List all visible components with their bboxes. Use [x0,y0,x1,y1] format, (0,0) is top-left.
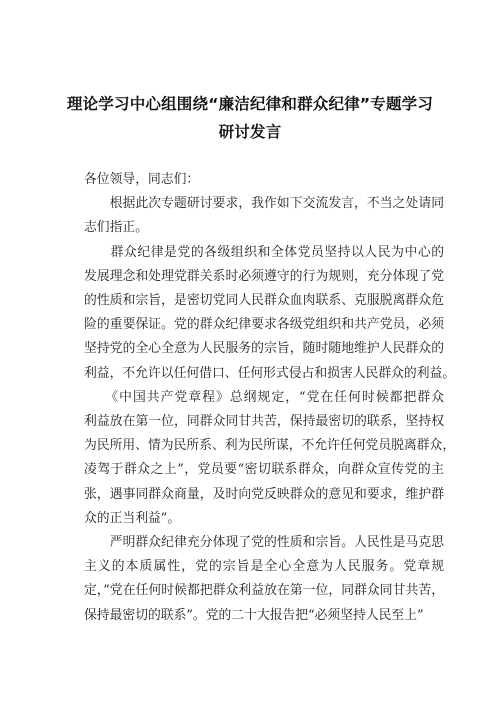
intro-paragraph [84,192,444,240]
body-paragraph [84,386,456,531]
text-line: 众的正当利益”。 [84,510,181,526]
body-paragraph [84,531,444,628]
salutation-paragraph [84,168,444,192]
text-line: 主义的本质属性，党的宗旨是全心全意为人民服务。党章规 [84,559,444,575]
text-line: 凌驾于群众之上”，党员要“密切联系群众，向群众宣传党的主 [84,462,444,478]
text-line: 《中国共产党章程》总纲规定，“党在任何时候都把群众 [84,389,444,405]
body-paragraph [84,241,456,386]
text-line: 严明群众纪律充分体现了党的性质和宗旨。人民性是马克思 [84,535,444,551]
text-line: 为民所用、情为民所系、利为民所谋，不允许任何党员脱离群众， [84,438,456,454]
text-line: 定，”党在任何时候都把群众利益放在第一位，同群众同甘共苦， [84,583,444,599]
text-line: 张，遇事同群众商量，及时向党反映群众的意见和要求，维护群 [84,486,444,502]
text-line: 志们指正。 [84,220,148,236]
text-line: 保持最密切的联系”。党的二十大报告把“必须坚持人民至上” [84,607,424,623]
document-title-line-1: 理论学习中心组围绕“廉洁纪律和群众纪律”专题学习 [66,95,434,113]
text-line: 利益，不允许以任何借口、任何形式侵占和损害人民群众的利益。 [84,365,456,381]
text-line: 群众纪律是党的各级组织和全体党员坚持以人民为中心的 [84,244,444,260]
text-line: 发展理念和处理党群关系时必须遵守的行为规则，充分体现了党 [84,268,444,284]
document-body [84,168,456,628]
text-line: 险的重要保证。党的群众纪律要求各级党组织和共产党员，必须 [84,317,444,333]
text-line: 的性质和宗旨，是密切党同人民群众血肉联系、克服脱离群众危 [84,293,444,309]
document-title-line-2: 研讨发言 [218,123,282,141]
text-line: 根据此次专题研讨要求，我作如下交流发言，不当之处请同 [84,196,444,212]
text-line: 坚持党的全心全意为人民服务的宗旨，随时随地维护人民群众的 [84,341,444,357]
text-line: 各位领导，同志们： [84,172,200,187]
text-line: 利益放在第一位，同群众同甘共苦，保持最密切的联系，坚持权 [84,414,444,430]
